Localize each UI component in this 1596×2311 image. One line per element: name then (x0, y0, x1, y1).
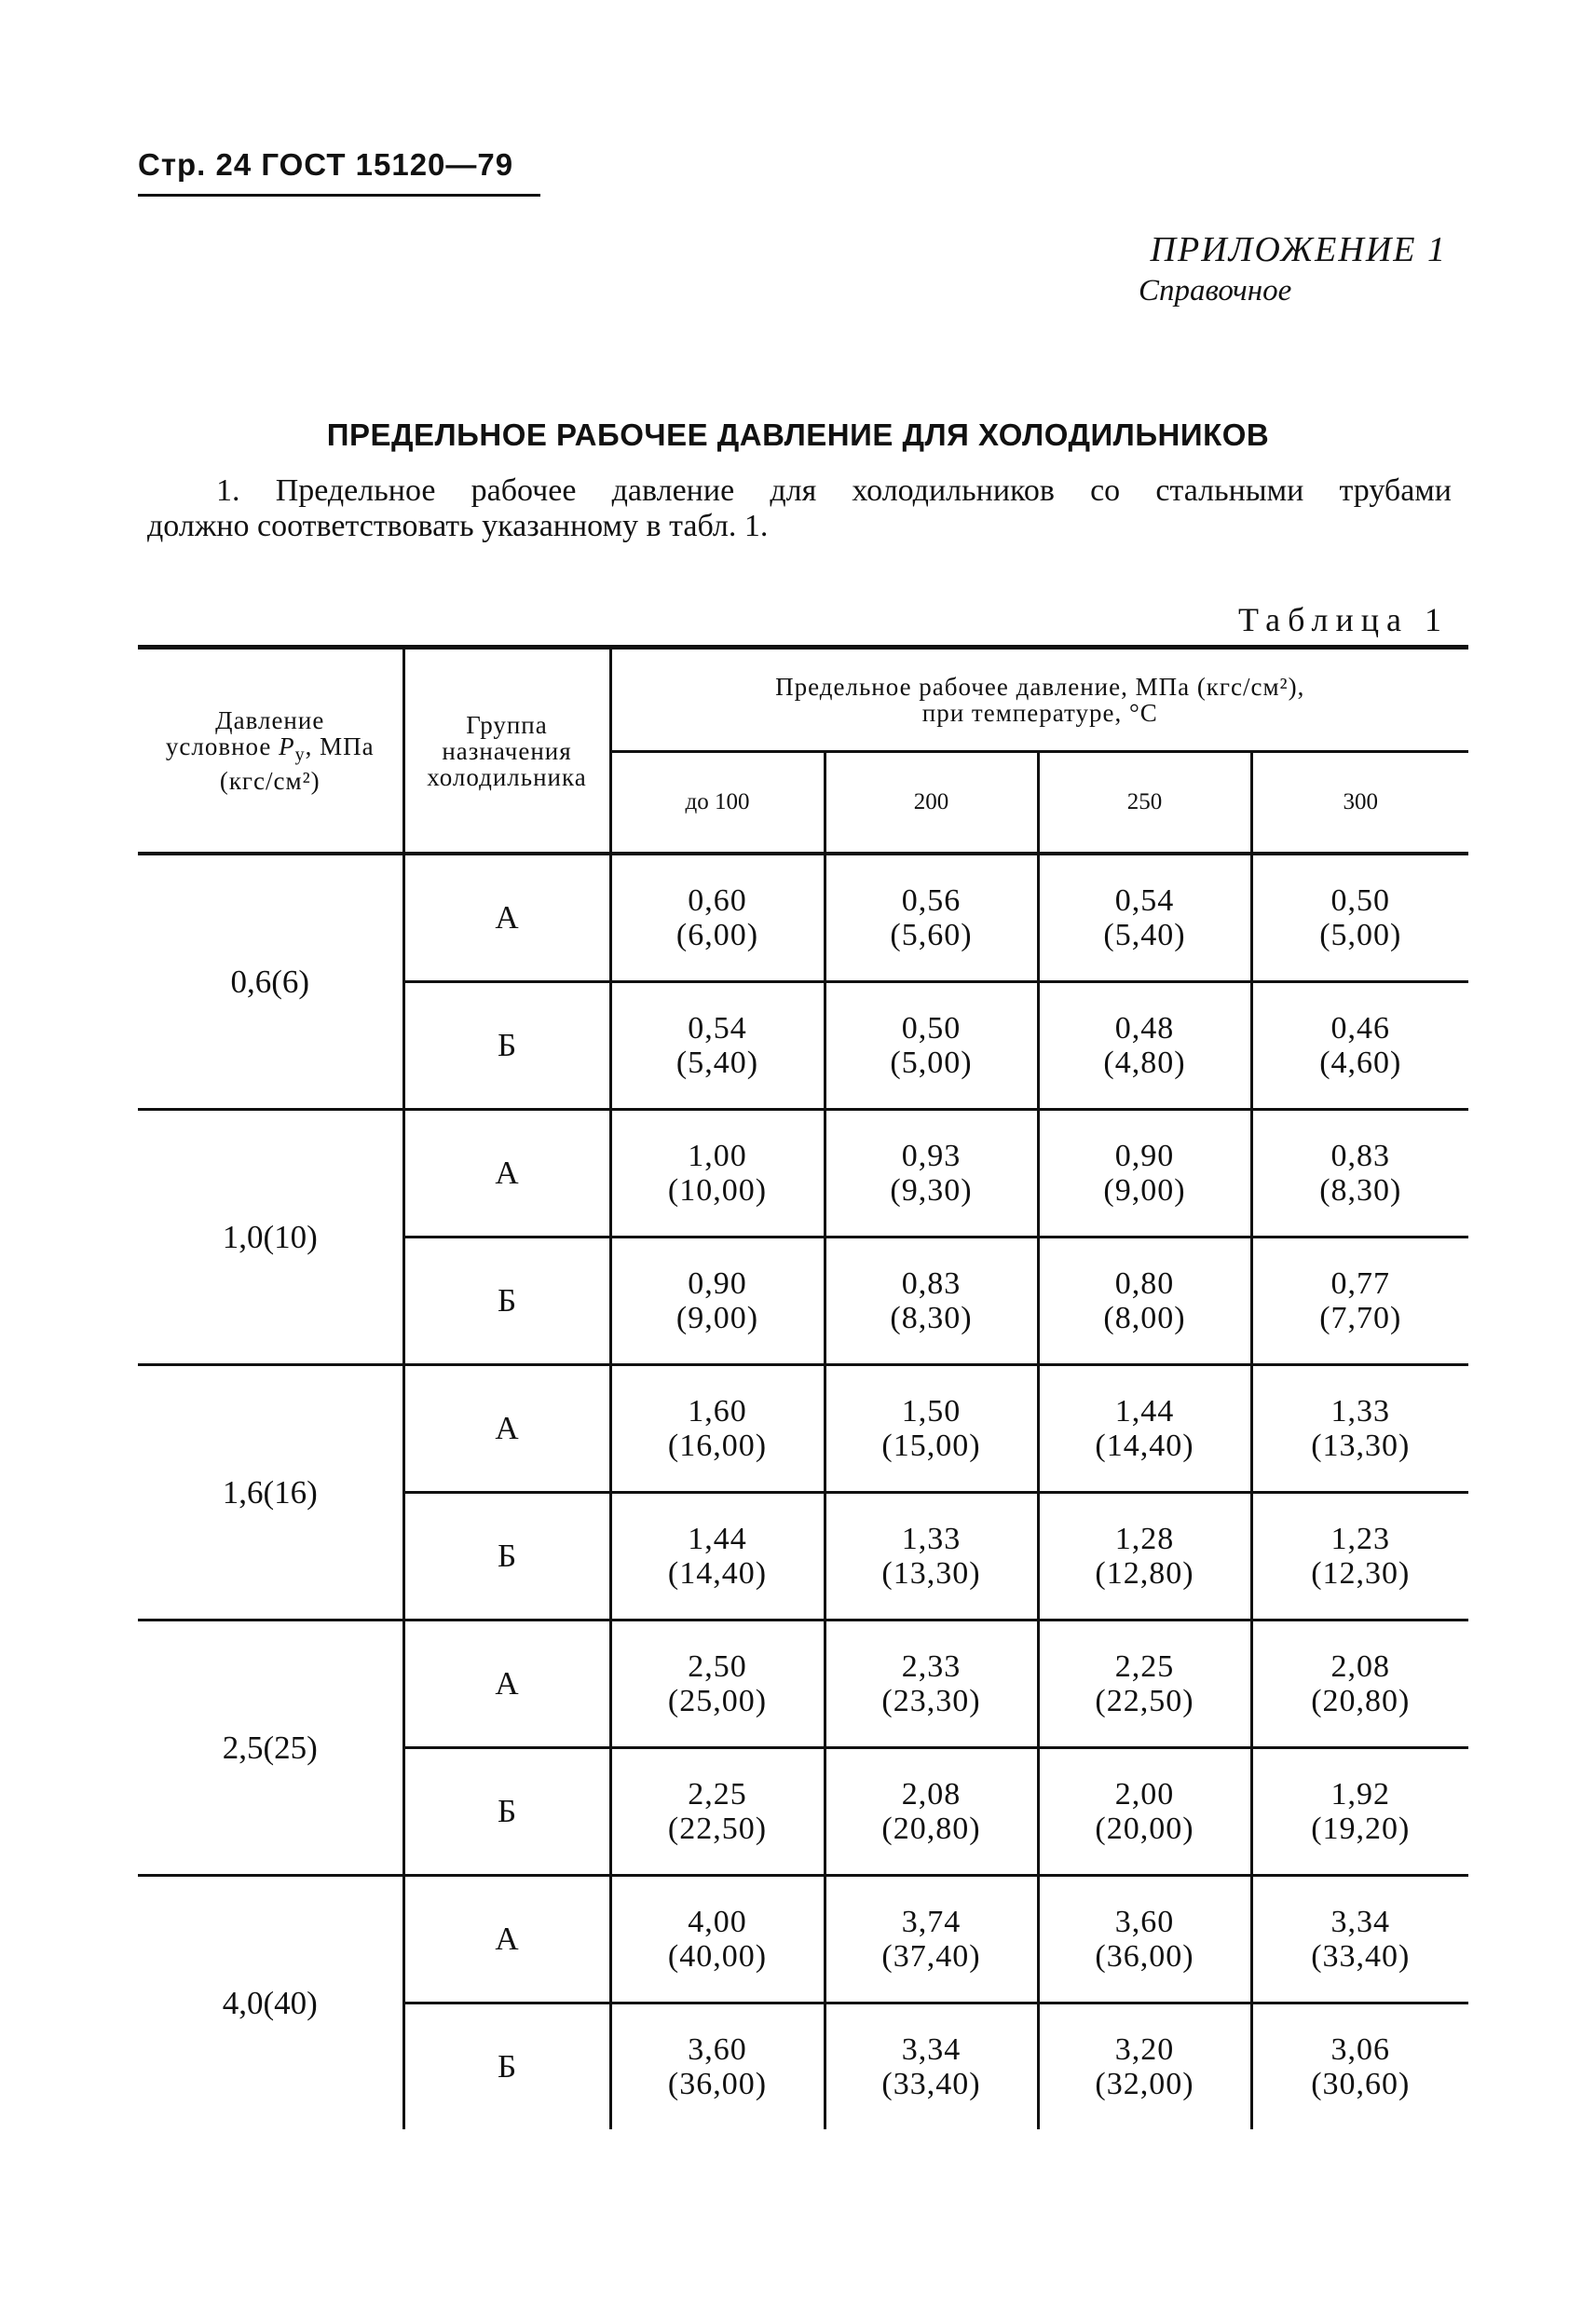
value-mpa: 3,34 (1330, 1905, 1391, 1939)
paragraph (147, 473, 1452, 544)
value-cell (1251, 1365, 1468, 1493)
value-mpa: 0,80 (1114, 1266, 1175, 1301)
pressure-cell: 0,6(6) (138, 854, 403, 1110)
pressure-cell: 4,0(40) (222, 1984, 318, 2021)
value-kgf: (37,40) (881, 1939, 981, 1974)
value-kgf: (4,60) (1319, 1046, 1402, 1080)
value-kgf: (4,80) (1103, 1046, 1186, 1080)
value-cell (825, 2003, 1038, 2130)
value-kgf: (23,30) (881, 1684, 981, 1718)
value-kgf: (32,00) (1095, 2067, 1194, 2101)
value-kgf: (8,30) (890, 1301, 973, 1335)
value-cell (610, 1238, 825, 1365)
value-mpa: 1,50 (901, 1394, 962, 1429)
value-cell (610, 1748, 825, 1876)
value-kgf: (20,80) (1311, 1684, 1411, 1718)
value-mpa: 3,06 (1330, 2032, 1391, 2067)
value-cell (610, 1365, 825, 1493)
value-cell (1038, 2003, 1251, 2130)
value-mpa: 0,90 (688, 1266, 747, 1301)
group-cell: А (403, 854, 610, 982)
table-row (138, 1365, 1468, 1493)
header-temp-250: 250 (1038, 752, 1251, 855)
group-cell: А (403, 1110, 610, 1238)
value-kgf: (6,00) (675, 918, 759, 952)
group-cell: Б (403, 2003, 610, 2130)
value-mpa: 0,83 (1330, 1139, 1391, 1173)
value-kgf: (16,00) (667, 1429, 768, 1463)
value-cell (610, 982, 825, 1110)
value-kgf: (9,30) (890, 1173, 973, 1208)
table-row (138, 854, 1468, 982)
value-cell (1251, 982, 1468, 1110)
group-cell: А (403, 1876, 610, 2003)
value-kgf: (40,00) (667, 1939, 768, 1974)
group-cell: Б (403, 1748, 610, 1876)
value-mpa: 2,08 (901, 1777, 962, 1812)
value-cell (825, 1365, 1038, 1493)
table-row (138, 1110, 1468, 1238)
value-cell (825, 1110, 1038, 1238)
value-cell (610, 2003, 825, 2130)
value-kgf: (13,30) (1311, 1429, 1411, 1463)
value-cell (1251, 1493, 1468, 1620)
value-cell (825, 982, 1038, 1110)
value-mpa: 2,08 (1330, 1649, 1391, 1684)
value-mpa: 3,60 (1114, 1905, 1175, 1939)
value-mpa: 1,28 (1114, 1522, 1175, 1556)
header-pressure: Давление условное $P_у$, МПа (кгс/см²) (138, 648, 403, 855)
value-mpa: 0,90 (1114, 1139, 1175, 1173)
value-kgf: (36,00) (1095, 1939, 1194, 1974)
value-cell (825, 1620, 1038, 1748)
value-cell (825, 1876, 1038, 2003)
value-mpa: 2,50 (688, 1649, 747, 1684)
group-cell: Б (403, 1493, 610, 1620)
value-mpa: 2,25 (1114, 1649, 1175, 1684)
value-kgf: (22,50) (1095, 1684, 1194, 1718)
value-cell (1251, 1620, 1468, 1748)
value-kgf: (12,30) (1311, 1556, 1411, 1591)
value-cell (1251, 1876, 1468, 2003)
header-limit-pressure: Предельное рабочее давление, МПа (кгс/см²), при температуре, °С (610, 648, 1468, 752)
paragraph-line-1: 1. Предельное рабочее давление для холодильников со стальными трубами (216, 473, 1452, 508)
value-mpa: 1,44 (688, 1522, 747, 1556)
value-cell (1038, 1238, 1251, 1365)
value-cell (1038, 1365, 1251, 1493)
value-kgf: (20,00) (1095, 1812, 1194, 1846)
table-caption: Таблица 1 (1238, 601, 1449, 638)
table-body (138, 854, 1468, 2129)
table-row (138, 1876, 1468, 2003)
value-kgf: (22,50) (667, 1812, 768, 1846)
value-mpa: 0,50 (1330, 883, 1391, 918)
value-mpa: 3,60 (688, 2032, 747, 2067)
value-cell (1251, 1238, 1468, 1365)
value-kgf: (5,60) (890, 918, 973, 952)
value-kgf: (5,40) (1103, 918, 1186, 952)
pressure-table (138, 645, 1468, 2129)
value-mpa: 0,83 (901, 1266, 962, 1301)
value-mpa: 1,33 (901, 1522, 962, 1556)
value-mpa: 0,77 (1330, 1266, 1391, 1301)
value-kgf: (14,40) (667, 1556, 768, 1591)
value-mpa: 3,20 (1114, 2032, 1175, 2067)
value-cell (1038, 1876, 1251, 2003)
value-cell (825, 1493, 1038, 1620)
value-cell (1038, 982, 1251, 1110)
page-header: Стр. 24 ГОСТ 15120—79 (138, 147, 514, 182)
header-group: Группа назначения холодильника (403, 648, 610, 855)
value-mpa: 0,54 (688, 1011, 747, 1046)
value-kgf: (25,00) (667, 1684, 768, 1718)
value-mpa: 1,00 (688, 1139, 747, 1173)
value-cell (1038, 854, 1251, 982)
value-mpa: 2,00 (1114, 1777, 1175, 1812)
value-cell (825, 854, 1038, 982)
value-kgf: (9,00) (1103, 1173, 1186, 1208)
header-temp-100: до 100 (610, 752, 825, 855)
value-kgf: (33,40) (881, 2067, 981, 2101)
header-temp-300: 300 (1251, 752, 1468, 855)
value-kgf: (30,60) (1311, 2067, 1411, 2101)
paragraph-line-2: должно соответствовать указанному в табл. 1. (147, 509, 769, 543)
value-kgf: (9,00) (675, 1301, 759, 1335)
value-cell (1251, 1110, 1468, 1238)
value-kgf: (13,30) (881, 1556, 981, 1591)
value-mpa: 0,46 (1330, 1011, 1391, 1046)
value-kgf: (15,00) (881, 1429, 981, 1463)
value-cell (1251, 1748, 1468, 1876)
value-mpa: 0,93 (901, 1139, 962, 1173)
appendix-subtitle: Справочное (1139, 274, 1292, 308)
header-temp-200: 200 (825, 752, 1038, 855)
value-cell (610, 1620, 825, 1748)
value-kgf: (5,40) (675, 1046, 759, 1080)
value-kgf: (12,80) (1095, 1556, 1194, 1591)
value-cell (1251, 2003, 1468, 2130)
value-mpa: 1,60 (688, 1394, 747, 1429)
value-kgf: (8,30) (1319, 1173, 1402, 1208)
value-mpa: 2,25 (688, 1777, 747, 1812)
value-mpa: 0,60 (688, 883, 747, 918)
value-mpa: 1,44 (1114, 1394, 1175, 1429)
value-kgf: (5,00) (1319, 918, 1402, 952)
group-cell: Б (403, 1238, 610, 1365)
value-cell (825, 1238, 1038, 1365)
pressure-cell: 1,6(16) (138, 1365, 403, 1620)
value-cell (610, 1110, 825, 1238)
pressure-cell: 1,0(10) (138, 1110, 403, 1365)
value-kgf: (8,00) (1103, 1301, 1186, 1335)
group-cell: Б (403, 982, 610, 1110)
value-cell (1251, 854, 1468, 982)
value-cell (1038, 1493, 1251, 1620)
value-cell (610, 854, 825, 982)
value-mpa: 0,54 (1114, 883, 1175, 918)
value-mpa: 0,50 (901, 1011, 962, 1046)
group-cell: А (403, 1620, 610, 1748)
value-kgf: (5,00) (890, 1046, 973, 1080)
value-mpa: 2,33 (901, 1649, 962, 1684)
value-mpa: 1,23 (1330, 1522, 1391, 1556)
value-cell (1038, 1748, 1251, 1876)
value-mpa: 0,56 (901, 883, 962, 918)
value-kgf: (19,20) (1311, 1812, 1411, 1846)
value-kgf: (7,70) (1319, 1301, 1402, 1335)
value-mpa: 3,74 (901, 1905, 962, 1939)
value-kgf: (14,40) (1095, 1429, 1194, 1463)
table-row (138, 1620, 1468, 1748)
value-mpa: 3,34 (901, 2032, 962, 2067)
value-mpa: 1,33 (1330, 1394, 1391, 1429)
value-cell (825, 1748, 1038, 1876)
group-cell: А (403, 1365, 610, 1493)
pressure-cell: 2,5(25) (138, 1620, 403, 1876)
value-mpa: 1,92 (1330, 1777, 1391, 1812)
value-kgf: (36,00) (667, 2067, 768, 2101)
value-mpa: 0,48 (1114, 1011, 1175, 1046)
value-mpa: 4,00 (688, 1905, 747, 1939)
value-cell (1038, 1620, 1251, 1748)
value-kgf: (33,40) (1311, 1939, 1411, 1974)
value-kgf: (10,00) (667, 1173, 768, 1208)
pressure-table-wrapper (138, 645, 1468, 2129)
value-kgf: (20,80) (881, 1812, 981, 1846)
section-title: ПРЕДЕЛЬНОЕ РАБОЧЕЕ ДАВЛЕНИЕ ДЛЯ ХОЛОДИЛЬНИКОВ (326, 417, 1270, 452)
value-cell (610, 1493, 825, 1620)
appendix-title: ПРИЛОЖЕНИЕ 1 (1150, 230, 1447, 269)
value-cell (1038, 1110, 1251, 1238)
value-cell (610, 1876, 825, 2003)
header-rule (138, 194, 540, 197)
